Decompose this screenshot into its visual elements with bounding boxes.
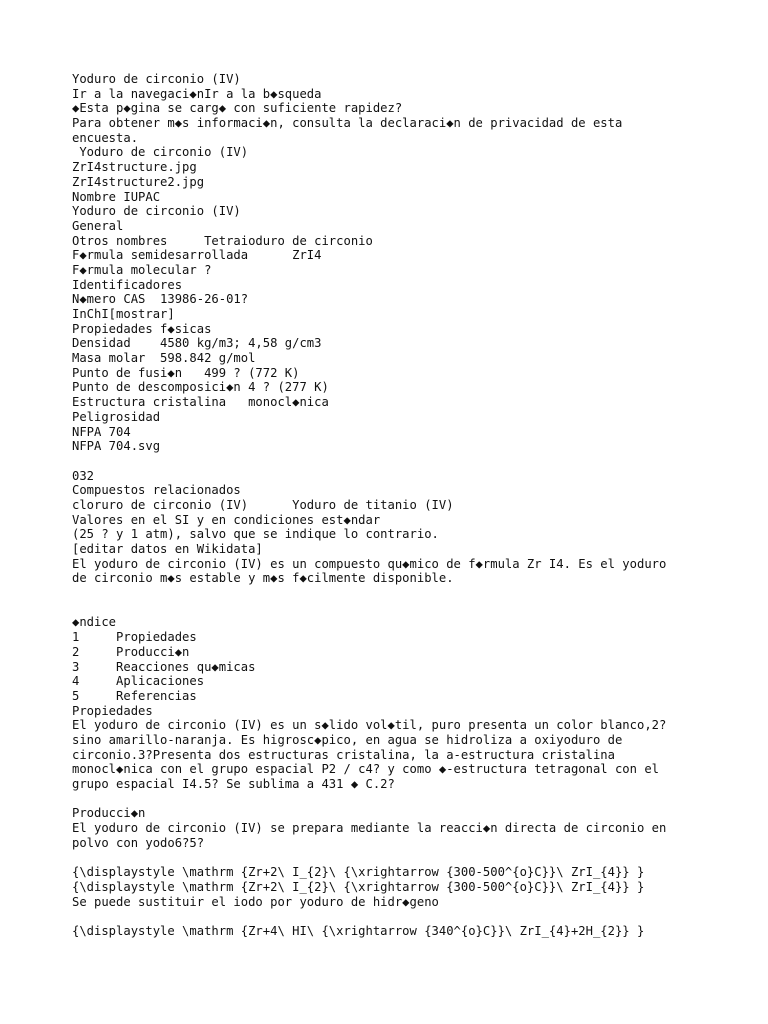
text-line: Propiedades f◆sicas	[72, 321, 212, 336]
text-line: El yoduro de circonio (IV) es un compuesto qu◆mico de f◆rmula Zr I4. Es el yoduro	[72, 556, 667, 571]
text-line: Estructura cristalina monocl◆nica	[72, 395, 329, 410]
text-line: Masa molar 598.842 g/mol	[72, 351, 256, 366]
text-line	[72, 792, 712, 807]
text-line: ◆ndice	[72, 615, 117, 630]
text-line: ZrI4structure.jpg	[72, 160, 197, 175]
text-line: {\displaystyle \mathrm {Zr+2\ I_{2}\ {\xrightarrow {300-500^{o}C}}\ ZrI_{4}} }	[72, 879, 645, 894]
text-line	[72, 850, 712, 865]
text-line: Punto de fusi◆n 499 ? (772 K)	[72, 365, 300, 380]
text-line: Punto de descomposici◆n 4 ? (277 K)	[72, 380, 329, 395]
text-line: 032	[72, 468, 95, 483]
text-line: ZrI4structure2.jpg	[72, 174, 205, 189]
text-line: N◆mero CAS 13986-26-01?	[72, 292, 249, 307]
text-line: encuesta.	[72, 130, 139, 145]
text-line: Se puede sustituir el iodo por yoduro de hidr◆geno	[72, 894, 439, 909]
text-line: Valores en el SI y en condiciones est◆ndar	[72, 512, 381, 527]
text-line	[72, 909, 712, 924]
text-line: Yoduro de circonio (IV)	[72, 72, 241, 86]
text-line: Densidad 4580 kg/m3; 4,58 g/cm3	[72, 336, 322, 351]
text-line: Identificadores	[72, 277, 183, 292]
text-line: Otros nombres Tetraioduro de circonio	[72, 233, 373, 248]
text-line: ◆Esta p◆gina se carg◆ con suficiente rapidez?	[72, 101, 403, 116]
text-line: General	[72, 218, 124, 233]
text-line: F◆rmula molecular ?	[72, 262, 212, 277]
text-line: InChI[mostrar]	[72, 307, 175, 321]
text-line	[72, 601, 712, 616]
text-line: Propiedades	[72, 703, 153, 718]
text-line: 1 Propiedades	[72, 630, 197, 645]
text-line: cloruro de circonio (IV) Yoduro de titanio (IV)	[72, 497, 454, 512]
text-line: Yoduro de circonio (IV)	[72, 145, 249, 160]
text-line: 5 Referencias	[72, 688, 197, 703]
text-line: Compuestos relacionados	[72, 483, 241, 498]
text-line: 2 Producci◆n	[72, 644, 190, 659]
text-line: Nombre IUPAC	[72, 189, 161, 204]
text-line: Yoduro de circonio (IV)	[72, 204, 241, 219]
text-line: Producci◆n	[72, 806, 146, 821]
text-line: monocl◆nica con el grupo espacial P2 / c4? y como ◆-estructura tetragonal con el	[72, 762, 659, 777]
text-line: de circonio m◆s estable y m◆s f◆cilmente disponible.	[72, 571, 454, 586]
text-line: {\displaystyle \mathrm {Zr+4\ HI\ {\xrightarrow {340^{o}C}}\ ZrI_{4}+2H_{2}} }	[72, 923, 645, 938]
text-line: sino amarillo-naranja. Es higrosc◆pico, en agua se hidroliza a oxiyoduro de	[72, 732, 623, 747]
text-line: [editar datos en Wikidata]	[72, 542, 263, 556]
text-line: {\displaystyle \mathrm {Zr+2\ I_{2}\ {\xrightarrow {300-500^{o}C}}\ ZrI_{4}} }	[72, 865, 645, 880]
text-line: (25 ? y 1 atm), salvo que se indique lo contrario.	[72, 527, 439, 542]
text-line	[72, 586, 712, 601]
text-line: NFPA 704	[72, 424, 131, 439]
document-text	[72, 72, 712, 939]
text-line: Peligrosidad	[72, 409, 161, 424]
text-line: Ir a la navegaci◆nIr a la b◆squeda	[72, 86, 322, 101]
text-line: El yoduro de circonio (IV) se prepara mediante la reacci◆n directa de circonio en	[72, 821, 667, 836]
text-line: Para obtener m◆s informaci◆n, consulta la declaraci◆n de privacidad de esta	[72, 116, 623, 131]
text-line: F◆rmula semidesarrollada ZrI4	[72, 248, 322, 263]
text-line: polvo con yodo6?5?	[72, 835, 205, 850]
text-line: 4 Aplicaciones	[72, 674, 205, 689]
text-line: circonio.3?Presenta dos estructuras cristalina, la a-estructura cristalina	[72, 747, 615, 762]
text-line: NFPA 704.svg	[72, 439, 161, 454]
text-line: grupo espacial I4.5? Se sublima a 431 ◆ C.2?	[72, 777, 395, 791]
text-line: 3 Reacciones qu◆micas	[72, 659, 256, 674]
text-line	[72, 454, 712, 469]
text-line: El yoduro de circonio (IV) es un s◆lido vol◆til, puro presenta un color blanco,2?	[72, 718, 667, 733]
